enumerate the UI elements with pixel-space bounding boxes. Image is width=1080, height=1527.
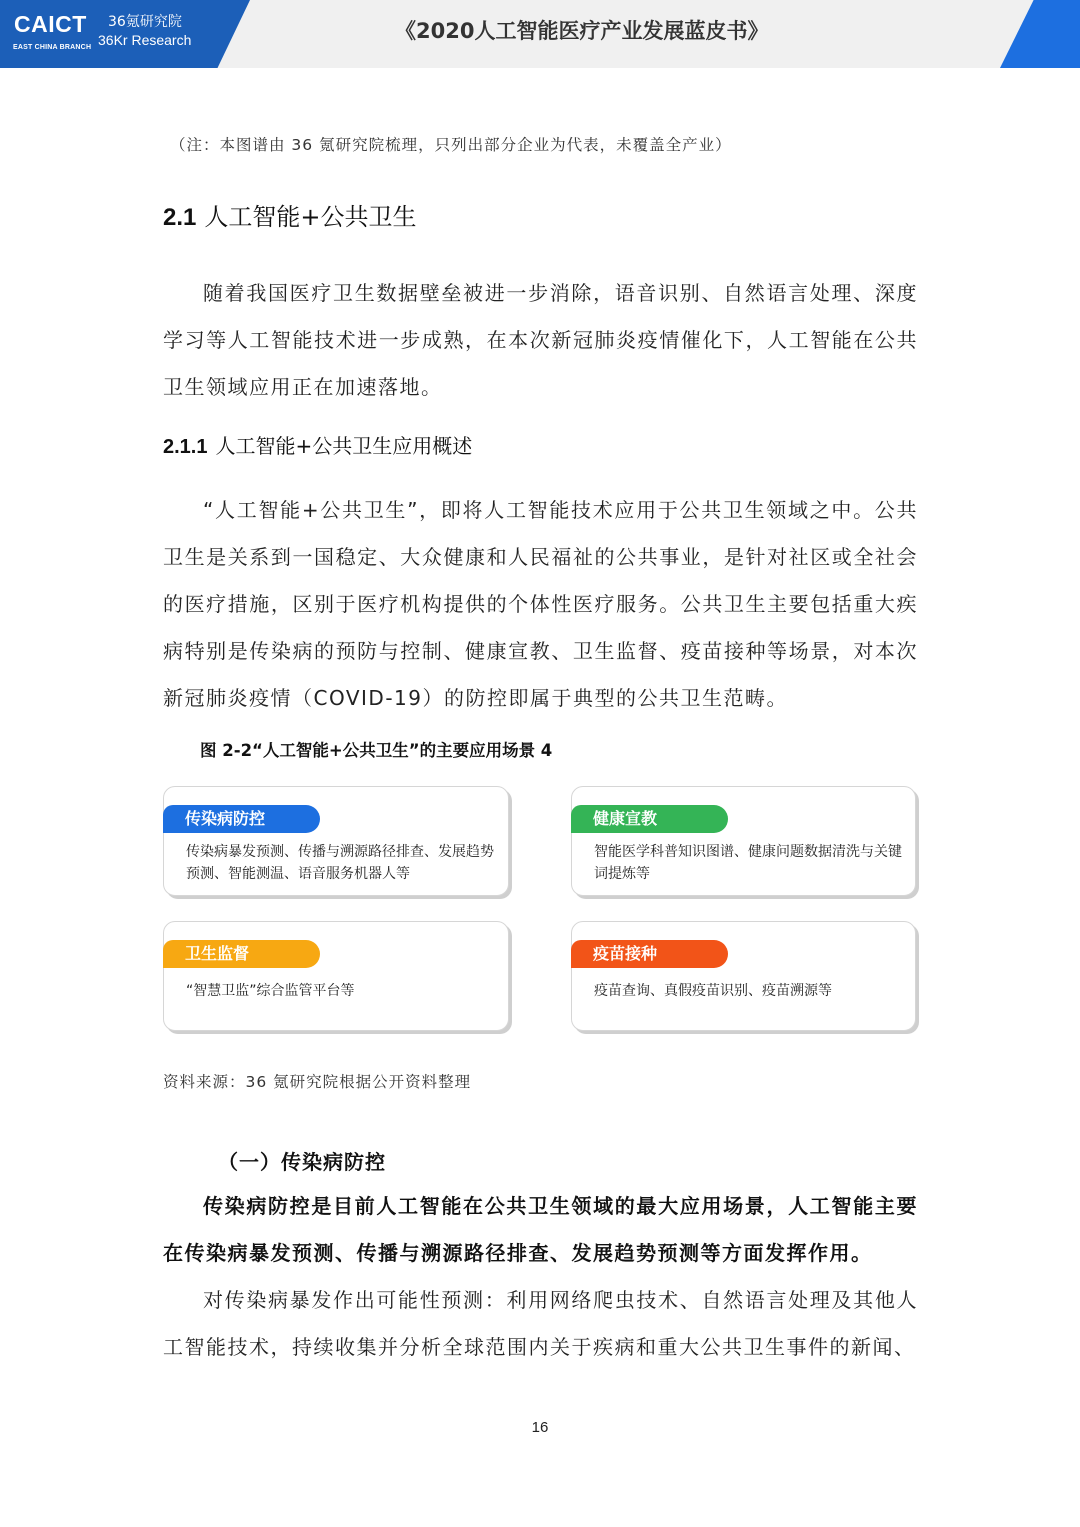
- caict-logo: CAICT: [14, 11, 87, 37]
- scenario-card-health-supervision: [163, 921, 509, 1031]
- section-title: 人工智能+公共卫生: [204, 203, 417, 231]
- section-heading: [163, 197, 416, 232]
- scenario-text: 智能医学科普知识图谱、健康问题数据清洗与关键词提炼等: [594, 844, 902, 882]
- paragraph-key-point: 传染病防控是目前人工智能在公共卫生领域的最大应用场景，人工智能主要在传染病暴发预测、传播与溯源路径排查、发展趋势预测等方面发挥作用。: [163, 1194, 918, 1265]
- section-number: 2.1: [163, 204, 197, 231]
- sub-heading-disease-control: （一）传染病防控: [218, 1150, 386, 1174]
- page-number: 16: [531, 1419, 549, 1436]
- scenario-text: 疫苗查询、真假疫苗识别、疫苗溯源等: [594, 983, 832, 999]
- subsection-heading: [163, 430, 472, 459]
- research-name-en: 36Kr Research: [98, 32, 192, 48]
- paragraph-intro: 随着我国医疗卫生数据壁垒被进一步消除，语音识别、自然语言处理、深度学习等人工智能技术进一步成熟，在本次新冠肺炎疫情催化下，人工智能在公共卫生领域应用正在加速落地。: [163, 281, 918, 399]
- page-header: [0, 0, 1080, 68]
- subsection-title: 人工智能+公共卫生应用概述: [215, 434, 473, 458]
- paragraph-prediction: 对传染病暴发作出可能性预测：利用网络爬虫技术、自然语言处理及其他人工智能技术，持续收集并分析全球范围内关于疾病和重大公共卫生事件的新闻、: [163, 1288, 918, 1359]
- caict-logo-subtitle: EAST CHINA BRANCH: [13, 44, 92, 51]
- header-right-accent: [1000, 0, 1080, 68]
- scenario-text: 传染病暴发预测、传播与溯源路径排查、发展趋势预测、智能测温、语音服务机器人等: [186, 844, 494, 882]
- scenario-tag: 健康宣教: [571, 805, 728, 833]
- paragraph-overview: “人工智能+公共卫生”，即将人工智能技术应用于公共卫生领域之中。公共卫生是关系到一国稳定、大众健康和人民福祉的公共事业，是针对社区或全社会的医疗措施，区别于医疗机构提供的个体性医疗服务。公共卫生主要包括重大疾病特别是传染病的预防与控制、健康宣教、卫生监督、疫苗接种等场景，对本次新冠肺炎疫情（COVID-19）的防控即属于典型的公共卫生范畴。: [163, 498, 918, 710]
- scenario-tag: 传染病防控: [163, 805, 320, 833]
- figure-caption: 图 2-2“人工智能+公共卫生”的主要应用场景 4: [200, 741, 553, 760]
- scenario-card-health-education: [571, 786, 916, 896]
- document-title: 《2020人工智能医疗产业发展蓝皮书》: [395, 19, 769, 43]
- scenario-tag: 疫苗接种: [571, 940, 728, 968]
- chart-note: （注：本图谱由 36 氪研究院梳理，只列出部分企业为代表，未覆盖全产业）: [170, 136, 732, 154]
- scenario-text: “智慧卫监”综合监管平台等: [186, 983, 355, 999]
- figure-source: 资料来源：36 氪研究院根据公开资料整理: [163, 1073, 472, 1091]
- scenario-card-disease-control: [163, 786, 509, 896]
- subsection-number: 2.1.1: [163, 436, 208, 458]
- scenario-tag: 卫生监督: [163, 940, 320, 968]
- research-name-cn: 36氪研究院: [108, 14, 182, 30]
- scenario-card-vaccination: [571, 921, 916, 1031]
